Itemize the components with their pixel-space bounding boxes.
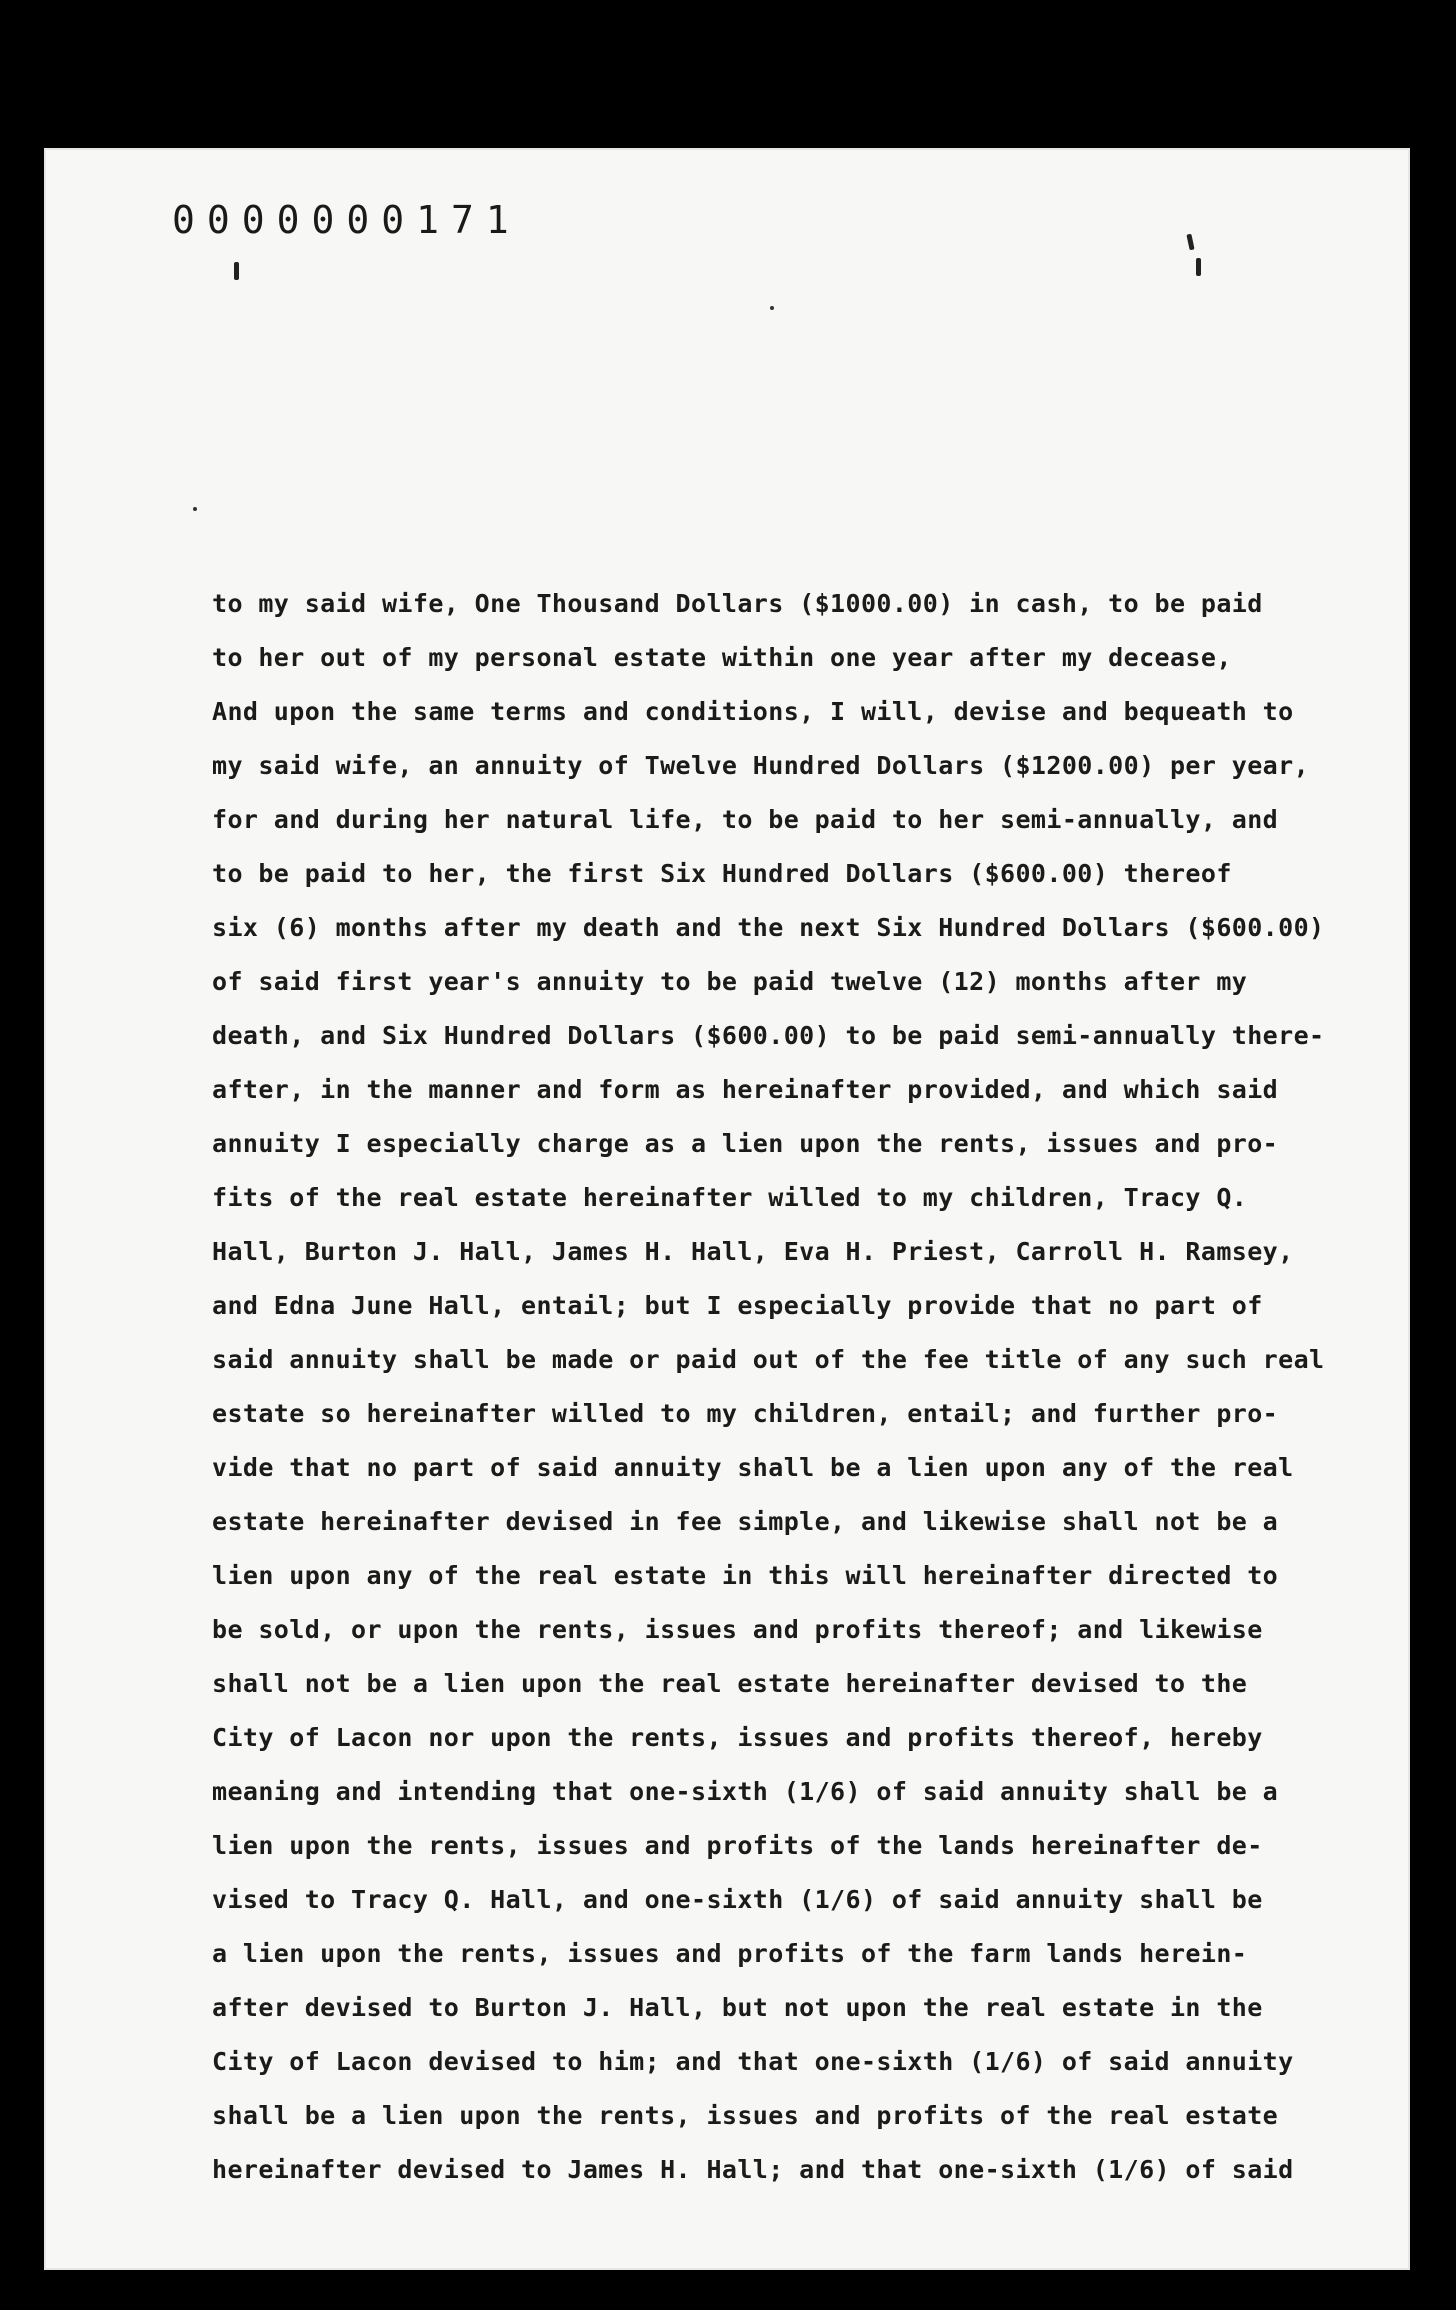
text-line: shall not be a lien upon the real estate hereinafter devised to the bbox=[212, 1669, 1248, 1698]
ink-speck bbox=[770, 306, 774, 310]
text-line: shall be a lien upon the rents, issues and profits of the real estate bbox=[212, 2101, 1279, 2130]
text-line: vide that no part of said annuity shall be a lien upon any of the real bbox=[212, 1453, 1294, 1482]
text-line: estate so hereinafter willed to my children, entail; and further pro- bbox=[212, 1399, 1279, 1428]
text-line: lien upon the rents, issues and profits of the lands hereinafter de- bbox=[212, 1831, 1263, 1860]
text-line: my said wife, an annuity of Twelve Hundred Dollars ($1200.00) per year, bbox=[212, 751, 1310, 780]
document-number: 0000000171 bbox=[172, 198, 521, 242]
text-line: meaning and intending that one-sixth (1/6) of said annuity shall be a bbox=[212, 1777, 1279, 1806]
text-line: six (6) months after my death and the next Six Hundred Dollars ($600.00) bbox=[212, 913, 1325, 942]
text-line: death, and Six Hundred Dollars ($600.00) to be paid semi-annually there- bbox=[212, 1021, 1325, 1050]
will-text-body bbox=[212, 584, 1325, 2204]
text-line: And upon the same terms and conditions, I will, devise and bequeath to bbox=[212, 697, 1294, 726]
text-line: City of Lacon devised to him; and that one-sixth (1/6) of said annuity bbox=[212, 2047, 1294, 2076]
text-line: estate hereinafter devised in fee simple, and likewise shall not be a bbox=[212, 1507, 1279, 1536]
ink-mark bbox=[1196, 258, 1201, 276]
text-line: after devised to Burton J. Hall, but not upon the real estate in the bbox=[212, 1993, 1263, 2022]
text-line: of said first year's annuity to be paid twelve (12) months after my bbox=[212, 967, 1248, 996]
text-line: annuity I especially charge as a lien upon the rents, issues and pro- bbox=[212, 1129, 1279, 1158]
text-line: vised to Tracy Q. Hall, and one-sixth (1/6) of said annuity shall be bbox=[212, 1885, 1263, 1914]
text-line: said annuity shall be made or paid out of the fee title of any such real bbox=[212, 1345, 1325, 1374]
text-line: be sold, or upon the rents, issues and profits thereof; and likewise bbox=[212, 1615, 1263, 1644]
text-line: a lien upon the rents, issues and profits of the farm lands herein- bbox=[212, 1939, 1248, 1968]
ink-speck bbox=[193, 507, 197, 511]
text-line: Hall, Burton J. Hall, James H. Hall, Eva H. Priest, Carroll H. Ramsey, bbox=[212, 1237, 1294, 1266]
text-line: for and during her natural life, to be paid to her semi-annually, and bbox=[212, 805, 1279, 834]
text-line: City of Lacon nor upon the rents, issues and profits thereof, hereby bbox=[212, 1723, 1263, 1752]
text-line: hereinafter devised to James H. Hall; and that one-sixth (1/6) of said bbox=[212, 2155, 1294, 2184]
text-line: to be paid to her, the first Six Hundred Dollars ($600.00) thereof bbox=[212, 859, 1232, 888]
text-line: after, in the manner and form as hereinafter provided, and which said bbox=[212, 1075, 1279, 1104]
ink-mark bbox=[234, 262, 239, 280]
text-line: to her out of my personal estate within one year after my decease, bbox=[212, 643, 1232, 672]
text-line: to my said wife, One Thousand Dollars ($1000.00) in cash, to be paid bbox=[212, 589, 1263, 618]
text-line: and Edna June Hall, entail; but I especially provide that no part of bbox=[212, 1291, 1263, 1320]
text-line: lien upon any of the real estate in this will hereinafter directed to bbox=[212, 1561, 1279, 1590]
text-line: fits of the real estate hereinafter willed to my children, Tracy Q. bbox=[212, 1183, 1248, 1212]
